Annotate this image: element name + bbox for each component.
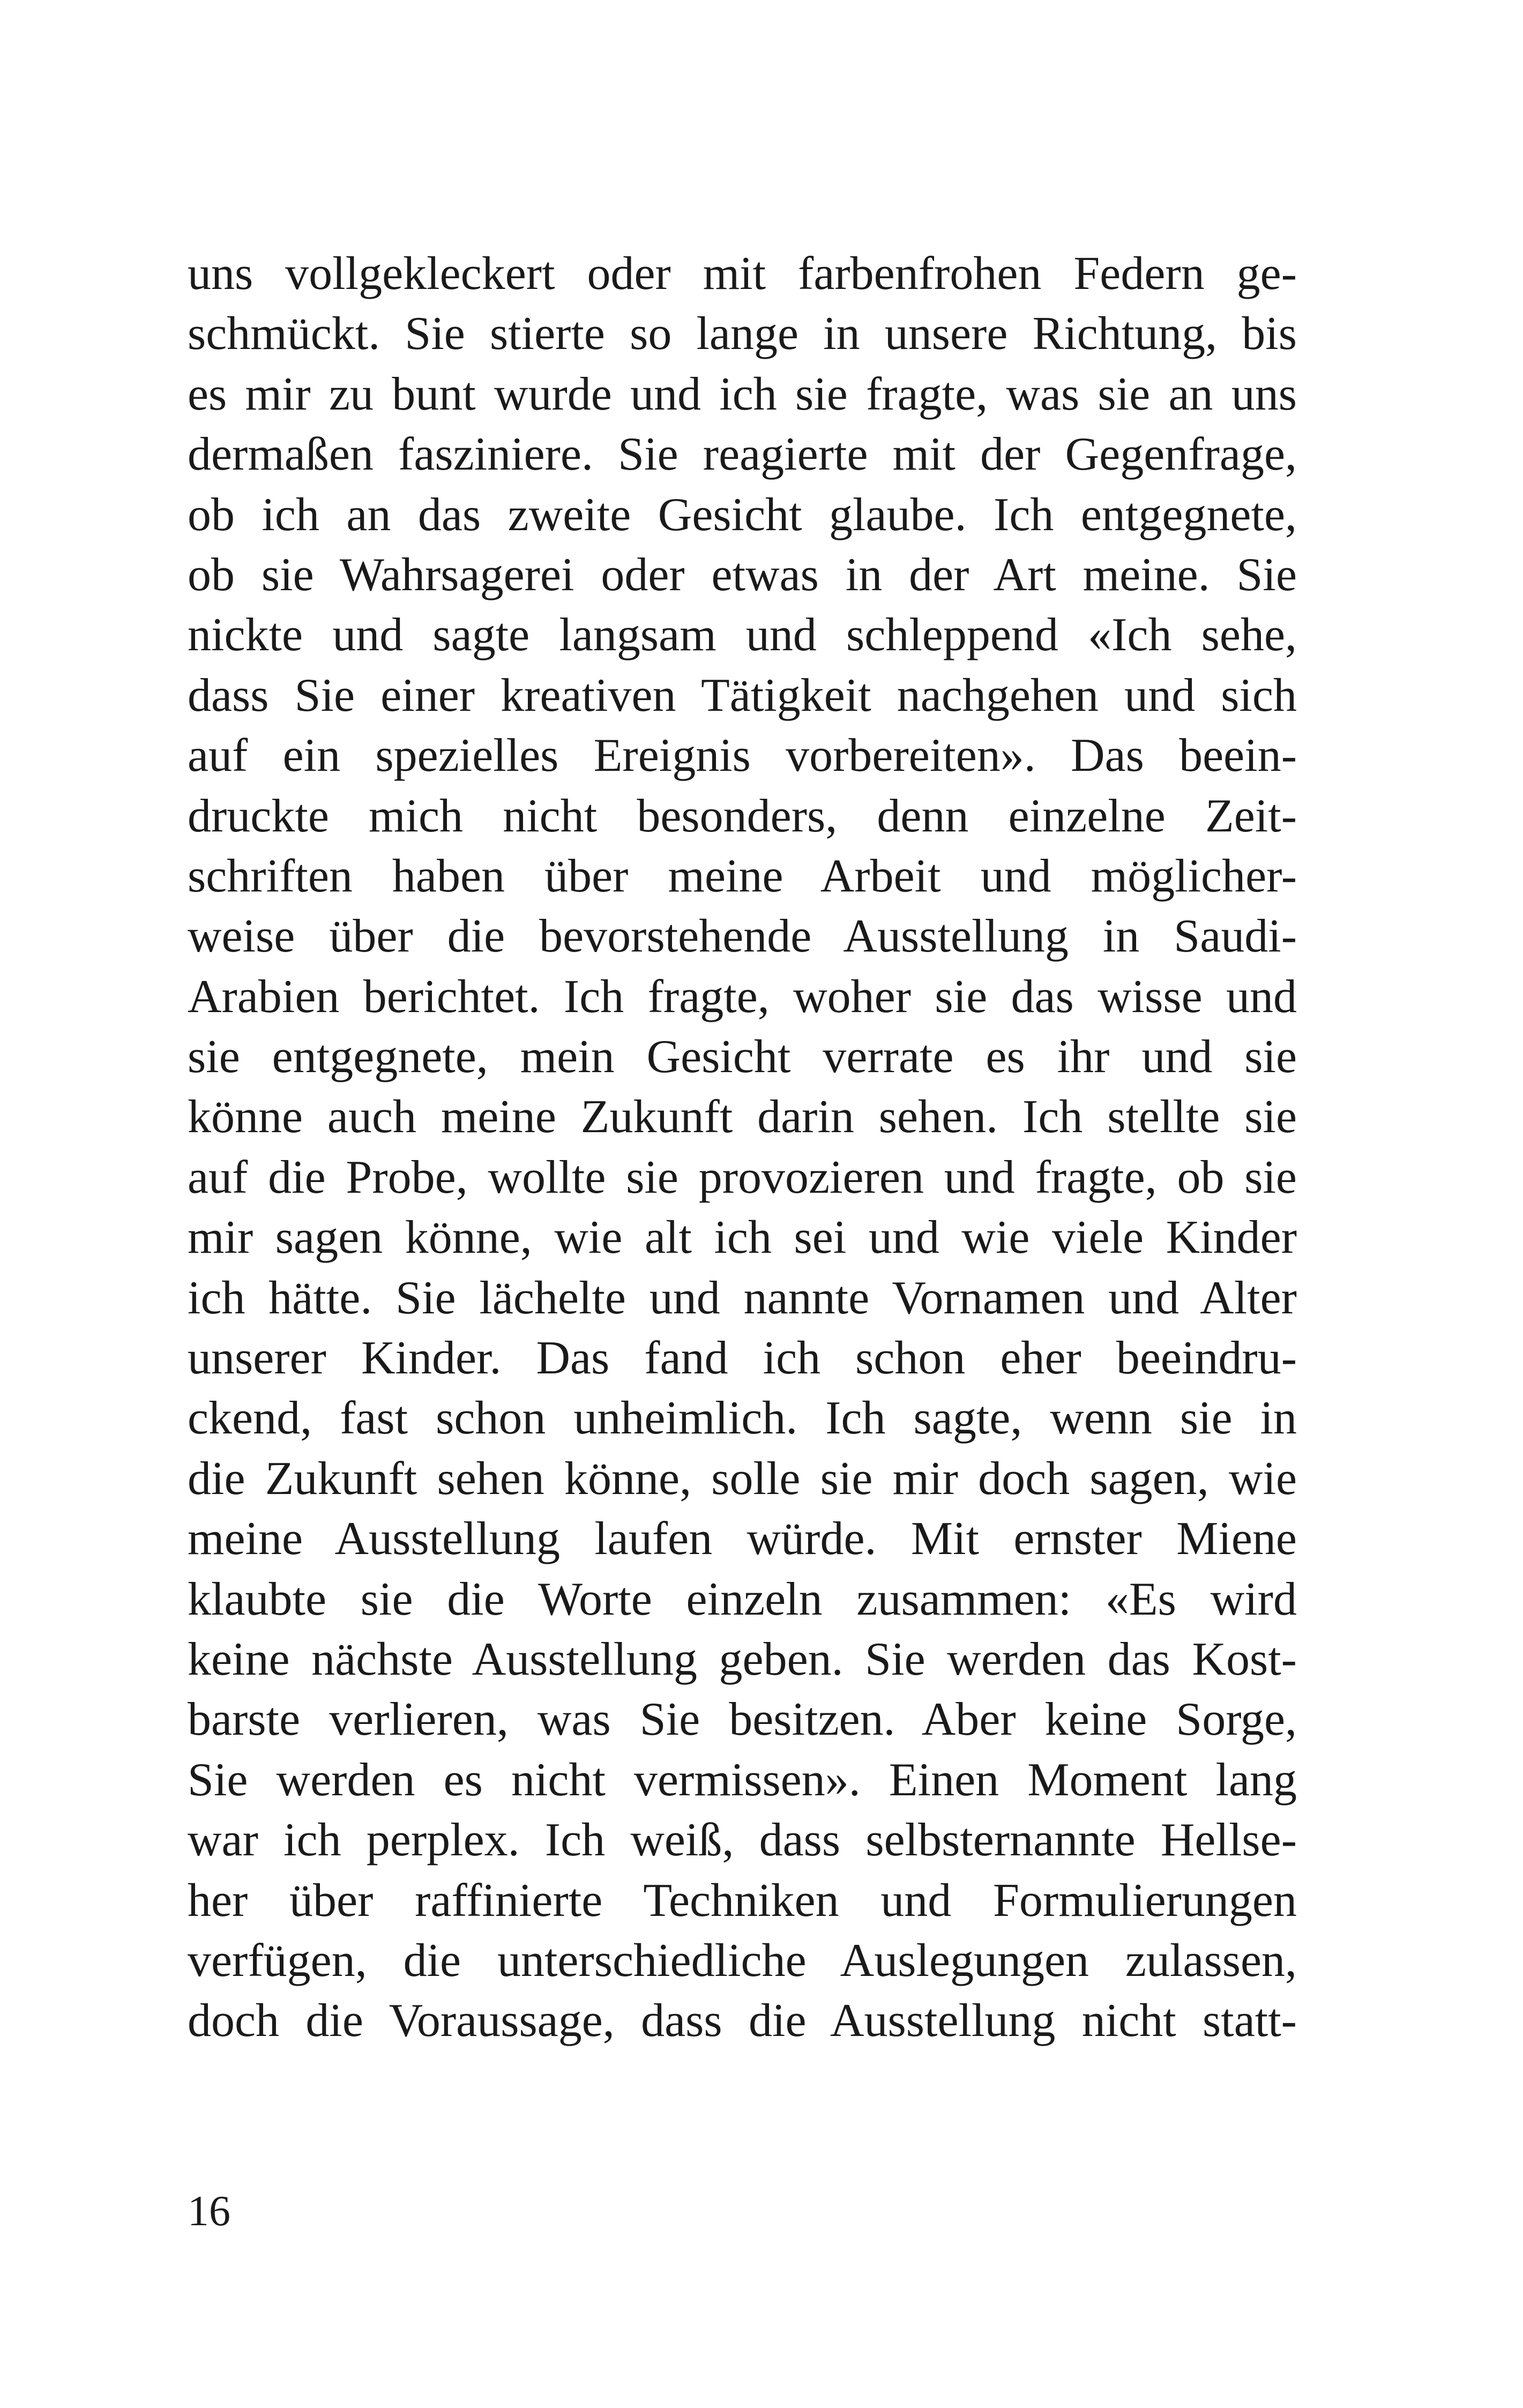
text-line: dermaßen fasziniere. Sie reagierte mit der Gegenfrage, — [188, 428, 1297, 481]
text-line: her über raffinierte Techniken und Formulierungen — [188, 1874, 1297, 1927]
text-line: schmückt. Sie stierte so lange in unsere Richtung, bis — [188, 308, 1297, 360]
text-line: ob ich an das zweite Gesicht glaube. Ich entgegnete, — [188, 488, 1297, 541]
text-line: war ich perplex. Ich weiß, dass selbsternannte Hellse- — [188, 1814, 1297, 1867]
body-text — [188, 244, 1297, 2052]
text-line: ob sie Wahrsagerei oder etwas in der Art meine. Sie — [188, 548, 1297, 601]
page-number: 16 — [188, 2188, 230, 2235]
text-line: sie entgegnete, mein Gesicht verrate es ihr und sie — [188, 1031, 1297, 1083]
text-line: Sie werden es nicht vermissen». Einen Moment lang — [188, 1753, 1297, 1806]
text-line: unserer Kinder. Das fand ich schon eher beeindru- — [188, 1332, 1297, 1385]
text-line: ich hätte. Sie lächelte und nannte Vornamen und Alter — [188, 1272, 1297, 1324]
text-line: Arabien berichtet. Ich fragte, woher sie das wisse und — [188, 970, 1297, 1023]
text-line: nickte und sagte langsam und schleppend «Ich sehe, — [188, 609, 1297, 662]
text-line: uns vollgekleckert oder mit farbenfrohen Federn ge- — [188, 248, 1297, 300]
text-line: doch die Voraussage, dass die Ausstellung nicht statt- — [188, 1995, 1297, 2047]
text-line: verfügen, die unterschiedliche Auslegungen zulassen, — [188, 1934, 1297, 1987]
text-line: auf die Probe, wollte sie provozieren und fragte, ob sie — [188, 1151, 1297, 1203]
text-line: schriften haben über meine Arbeit und möglicher- — [188, 850, 1297, 902]
text-line: druckte mich nicht besonders, denn einzelne Zeit- — [188, 790, 1297, 842]
text-line: es mir zu bunt wurde und ich sie fragte, was sie an uns — [188, 368, 1297, 420]
text-line: könne auch meine Zukunft darin sehen. Ich stellte sie — [188, 1091, 1297, 1143]
text-line: mir sagen könne, wie alt ich sei und wie viele Kinder — [188, 1212, 1297, 1264]
text-line: barste verlieren, was Sie besitzen. Aber keine Sorge, — [188, 1693, 1297, 1746]
text-line: keine nächste Ausstellung geben. Sie werden das Kost- — [188, 1633, 1297, 1685]
text-line: meine Ausstellung laufen würde. Mit ernster Miene — [188, 1513, 1297, 1565]
text-line: auf ein spezielles Ereignis vorbereiten». Das beein- — [188, 730, 1297, 782]
text-line: weise über die bevorstehende Ausstellung in Saudi- — [188, 910, 1297, 963]
text-line: ckend, fast schon unheimlich. Ich sagte, wenn sie in — [188, 1392, 1297, 1445]
text-line: die Zukunft sehen könne, solle sie mir doch sagen, wie — [188, 1452, 1297, 1505]
text-line: klaubte sie die Worte einzeln zusammen: «Es wird — [188, 1573, 1297, 1625]
text-line: dass Sie einer kreativen Tätigkeit nachgehen und sich — [188, 669, 1297, 722]
